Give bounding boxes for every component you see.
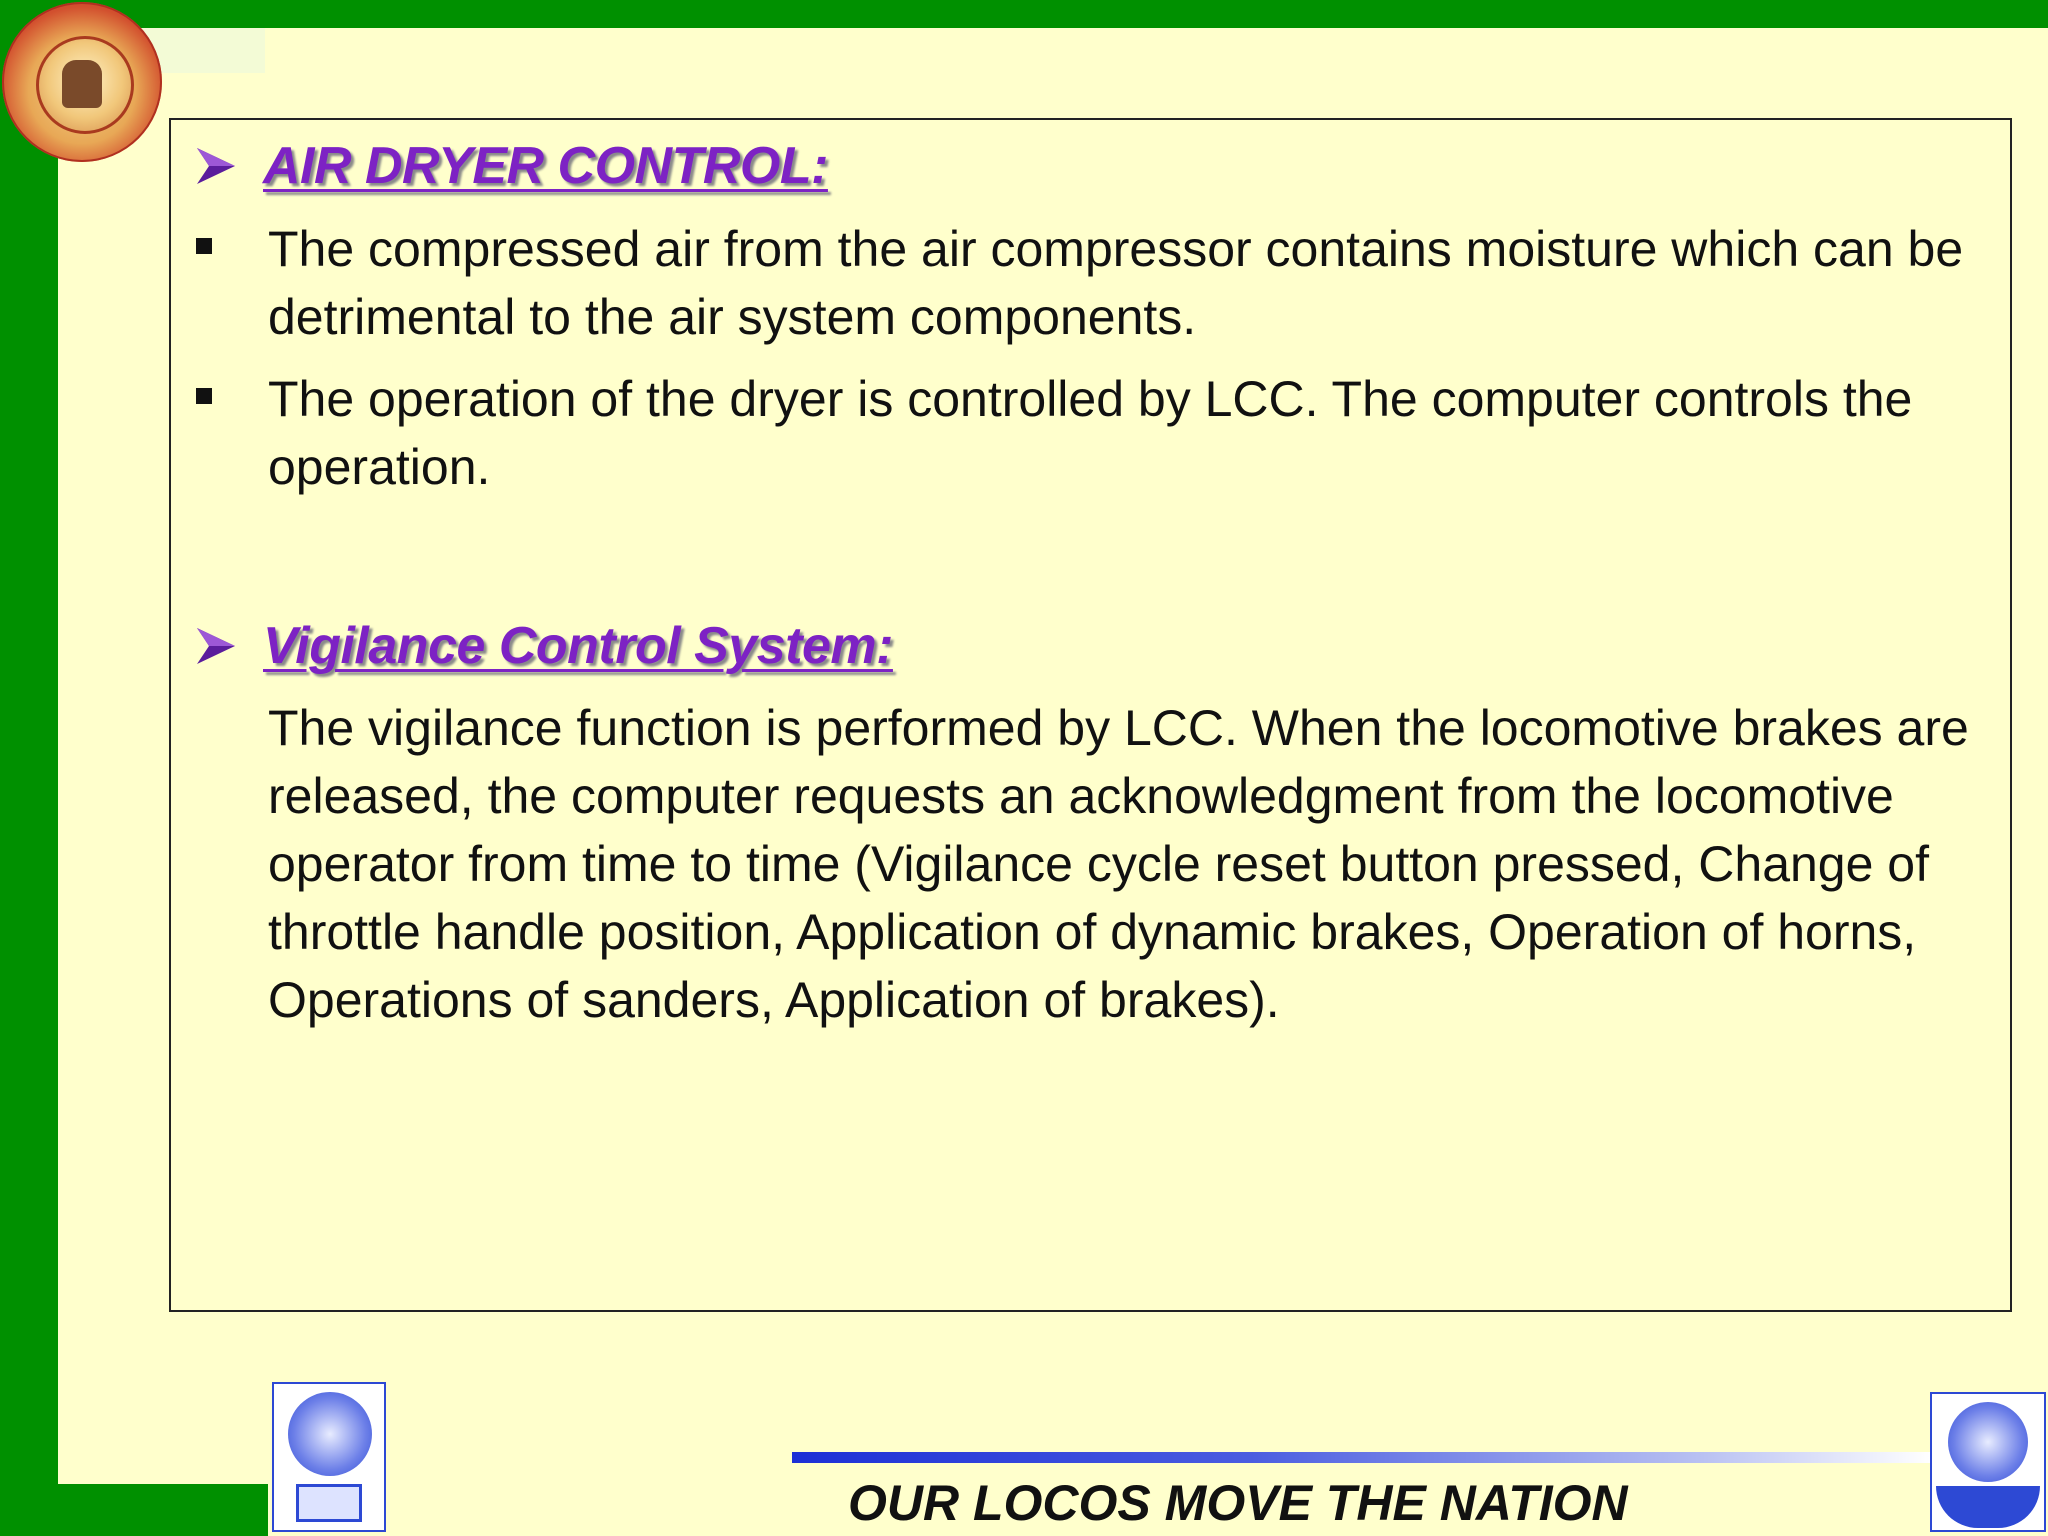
indian-railways-dlw-logo-icon — [272, 1382, 386, 1532]
railway-seal-icon — [288, 1392, 372, 1476]
dlw-design-logo-icon — [1930, 1392, 2046, 1532]
top-green-bar — [0, 0, 2048, 28]
air-dryer-bullet-2: The operation of the dryer is controlled by LCC. The computer controls the operation. — [268, 371, 1913, 495]
design-arc-icon — [1936, 1486, 2040, 1528]
square-bullet-icon — [196, 238, 212, 254]
footer-tagline: OUR LOCOS MOVE THE NATION — [848, 1475, 1628, 1531]
vigilance-paragraph: The vigilance function is performed by LCC. When the locomotive brakes are released, the computer requests an acknowledgment from the locomotive operator from time to time (Vigilance cycle reset button pressed, Change of throttle handle position, Application of dynamic brakes, Operation of horns, Operations of sanders, Application of brakes). — [268, 700, 1969, 1028]
bottom-left-green-bar — [0, 1484, 268, 1536]
vigilance-heading: Vigilance Control System: — [263, 617, 893, 675]
dlw-mark-icon — [296, 1484, 362, 1522]
section-heading-row — [195, 616, 893, 676]
section-heading-row — [195, 136, 828, 196]
locomotive-icon — [62, 60, 102, 108]
footer-gradient-line — [792, 1452, 1930, 1463]
arrowhead-bullet-icon — [195, 146, 237, 186]
air-dryer-heading: AIR DRYER CONTROL: — [263, 137, 828, 195]
left-green-bar — [0, 28, 58, 1536]
arrowhead-bullet-icon — [195, 626, 237, 666]
air-dryer-bullet-1: The compressed air from the air compressor contains moisture which can be detrimental to the air system components. — [268, 221, 1964, 345]
square-bullet-icon — [196, 388, 212, 404]
railway-emblem-icon — [2, 2, 162, 162]
railway-seal-icon — [1948, 1402, 2028, 1482]
